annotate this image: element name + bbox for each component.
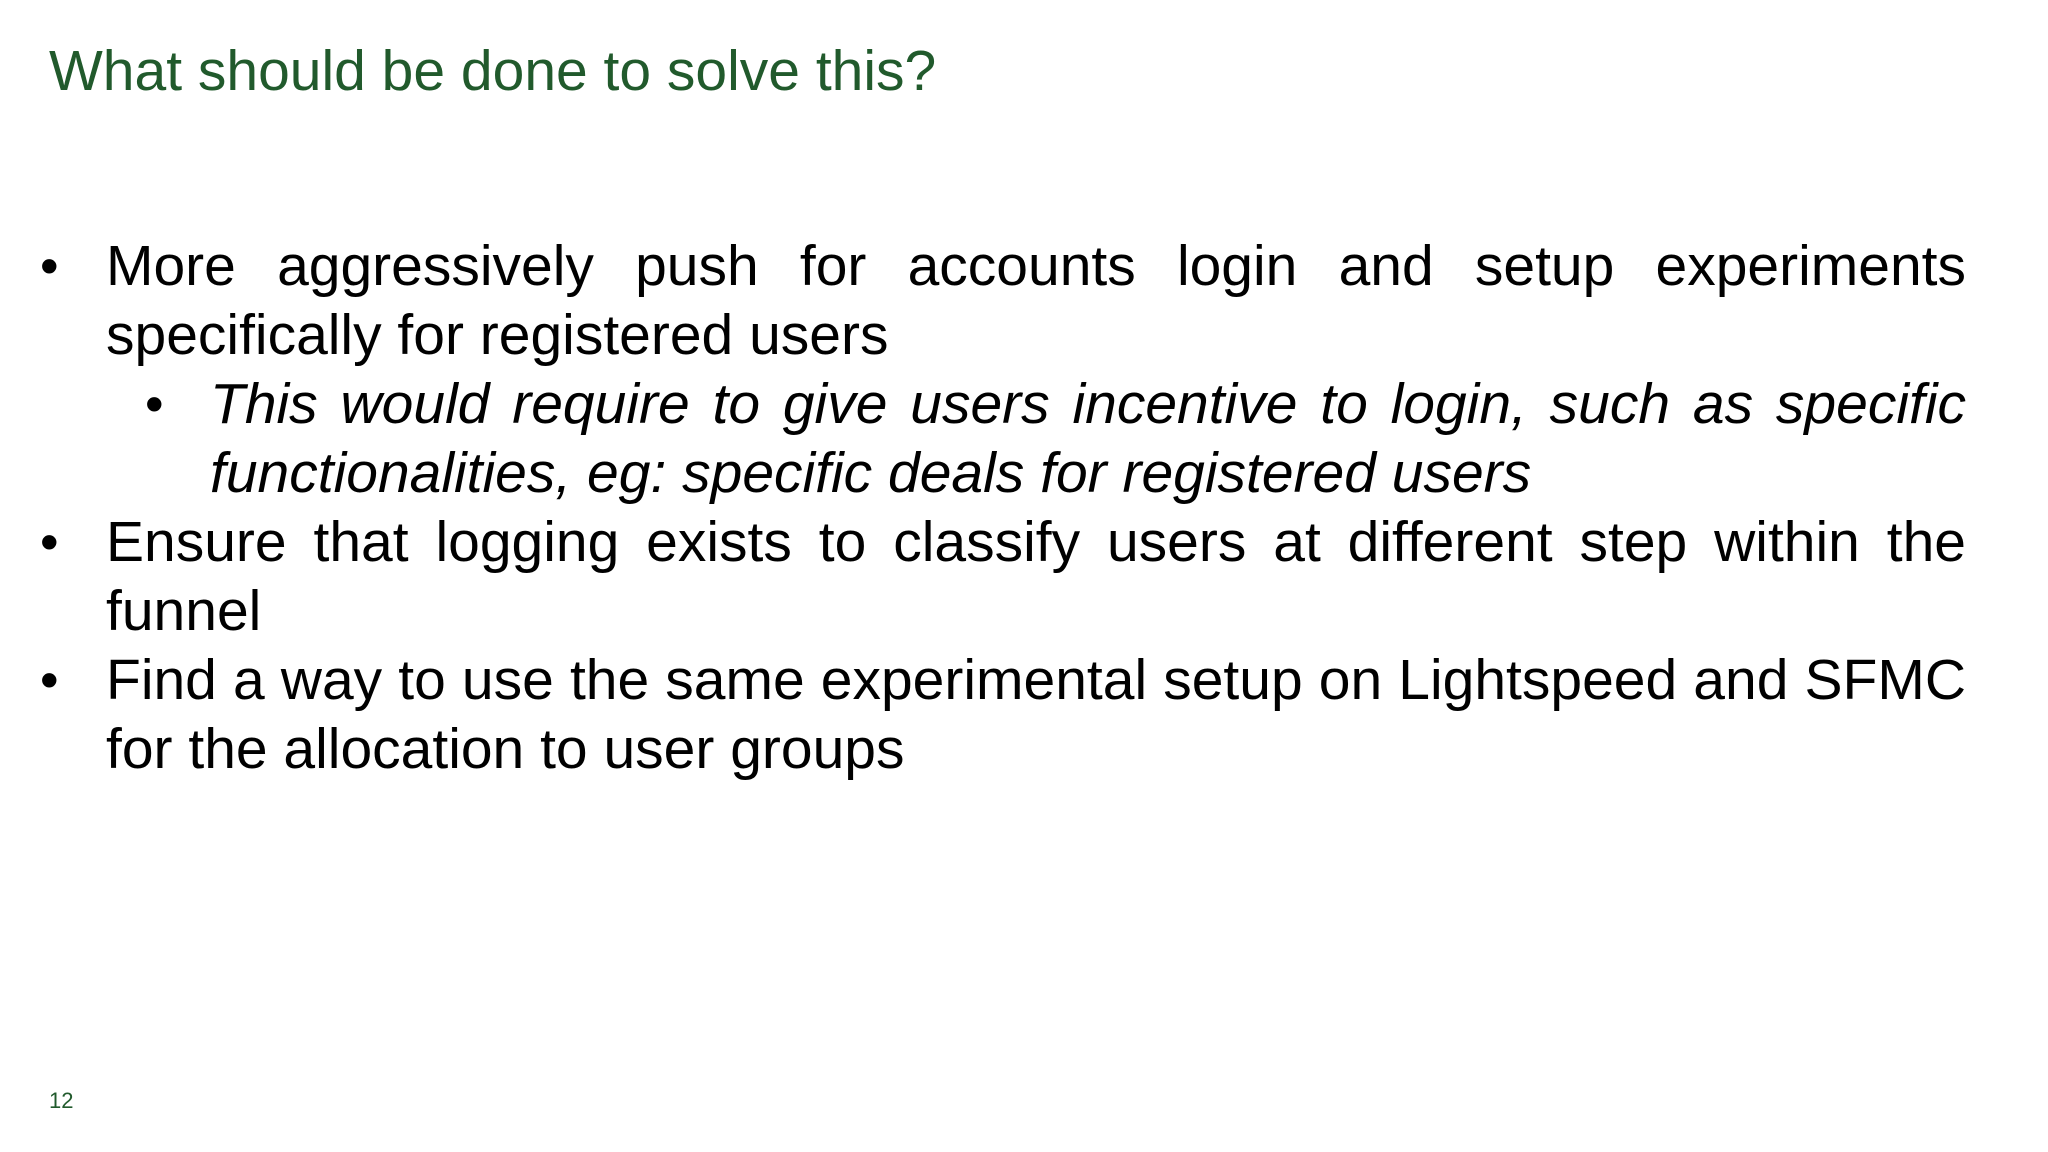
sub-bullet-item-incentive bbox=[0, 370, 2048, 508]
slide-title: What should be done to solve this? bbox=[49, 39, 937, 103]
bullet-item-account-login bbox=[0, 232, 2048, 370]
bullet-text: Ensure that logging exists to classify users at different step within the funnel bbox=[106, 510, 1966, 643]
bullet-marker: • bbox=[40, 237, 59, 296]
bullet-list bbox=[0, 232, 2048, 784]
bullet-text: More aggressively push for accounts login and setup experiments specifically for registered users bbox=[106, 234, 1966, 367]
bullet-marker: • bbox=[40, 513, 59, 572]
bullet-marker: • bbox=[40, 651, 59, 710]
bullet-text: Find a way to use the same experimental setup on Lightspeed and SFMC for the allocation to user groups bbox=[106, 648, 1966, 781]
sub-bullet-marker: • bbox=[145, 375, 164, 434]
bullet-item-logging bbox=[0, 508, 2048, 646]
page-number: 12 bbox=[49, 1088, 74, 1113]
sub-bullet-text: This would require to give users incentive to login, such as specific functionalities, eg: specific deals for registered users bbox=[210, 372, 1966, 505]
bullet-item-experimental-setup bbox=[0, 646, 2048, 784]
